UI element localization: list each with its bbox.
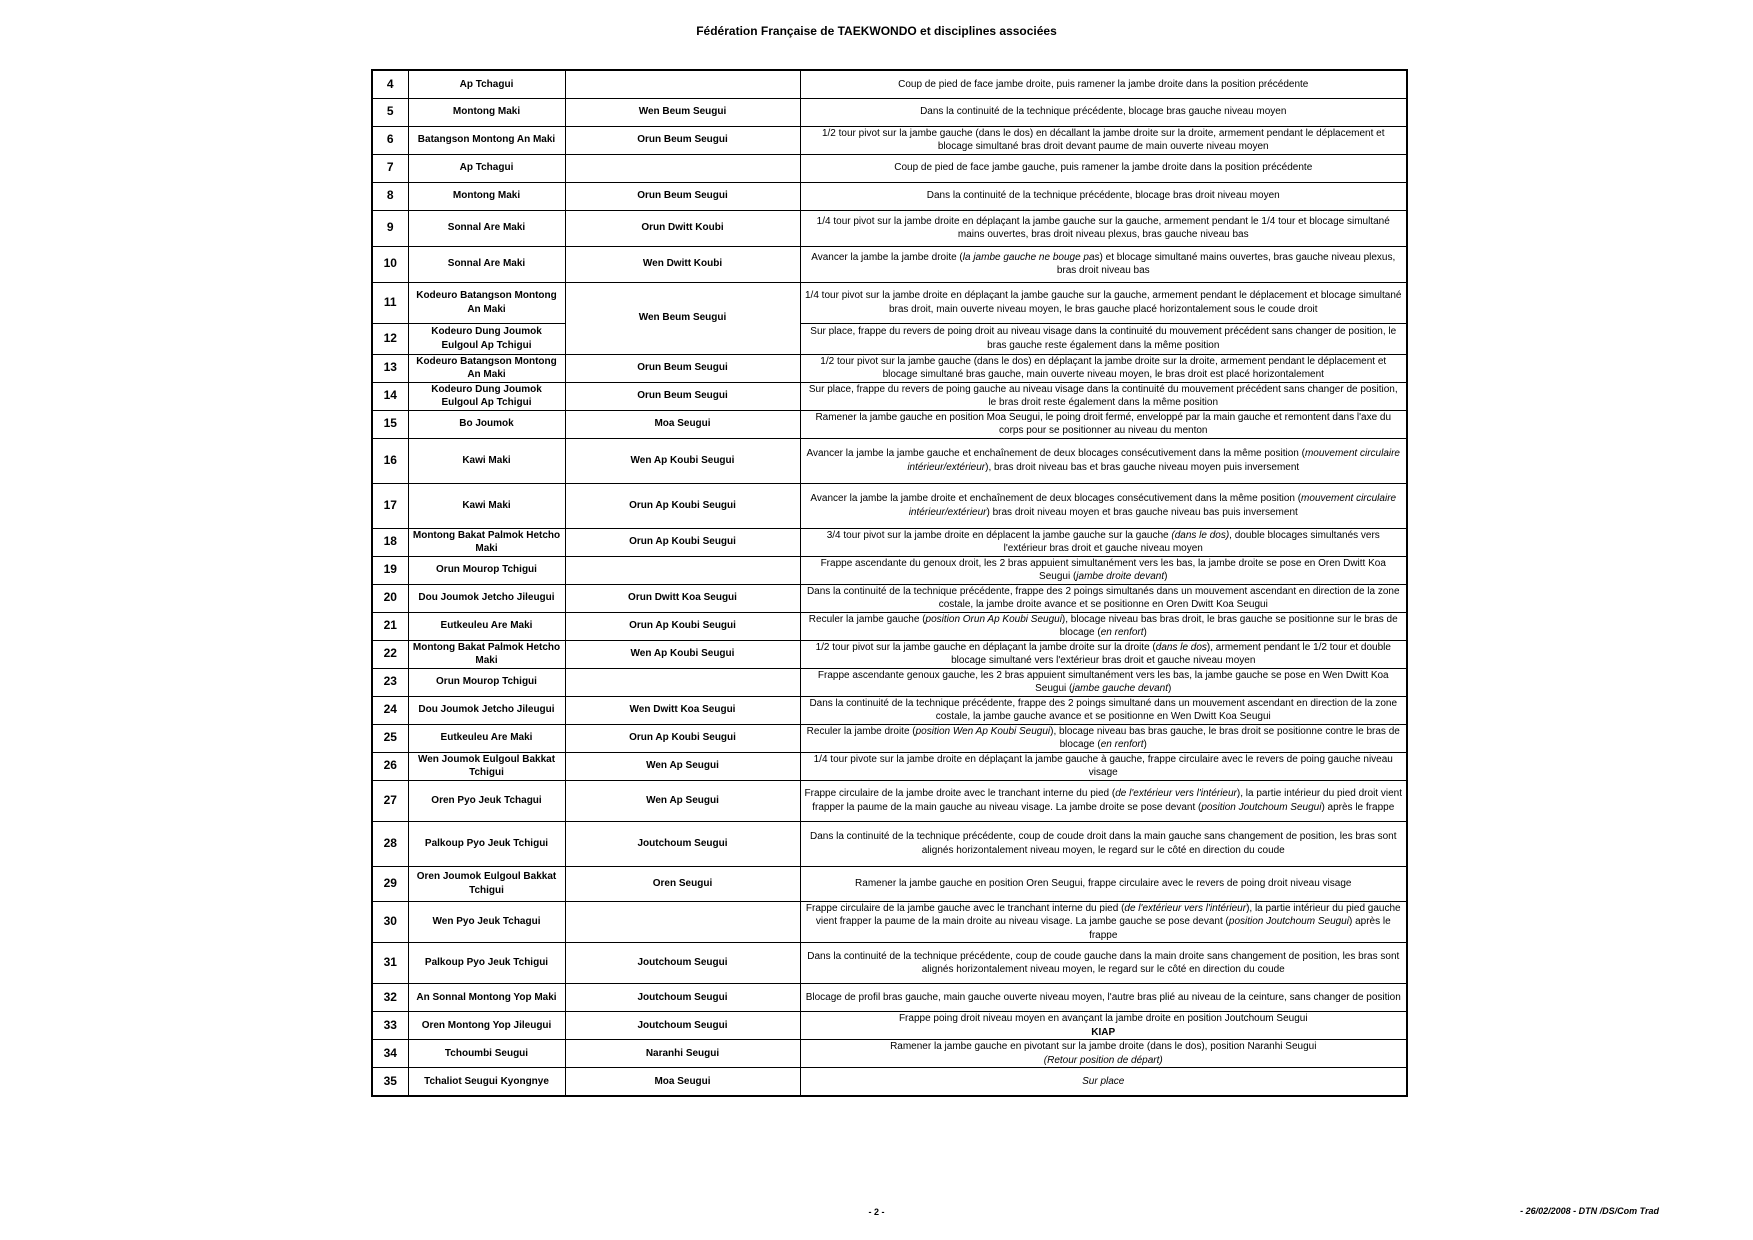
technique-description — [800, 438, 1407, 483]
table-row — [372, 154, 1407, 182]
technique-description — [800, 668, 1407, 696]
description-text: ), bras droit niveau bas et bras gauche niveau moyen puis inversement — [985, 461, 1300, 473]
stance-position: Orun Beum Seugui — [565, 354, 800, 382]
technique-description — [800, 1068, 1407, 1096]
table-row — [372, 1068, 1407, 1096]
technique-description — [800, 612, 1407, 640]
technique-name: Batangson Montong An Maki — [408, 126, 565, 154]
stance-position — [565, 154, 800, 182]
stance-position: Orun Beum Seugui — [565, 126, 800, 154]
description-text: ) bras droit niveau moyen et bras gauche niveau bas puis inversement — [986, 506, 1298, 518]
table-row — [372, 866, 1407, 901]
stance-position — [565, 556, 800, 584]
move-number: 26 — [372, 752, 408, 780]
move-number: 19 — [372, 556, 408, 584]
technique-name: Ap Tchagui — [408, 70, 565, 98]
move-number: 13 — [372, 354, 408, 382]
description-text: ) après le frappe — [1089, 916, 1391, 941]
description-text: Ramener la jambe gauche en position Moa Seugui, le poing droit fermé, enveloppé par la main gauche et remontent dans l'axe du corps pour se positionner au niveau du menton — [815, 411, 1392, 436]
description-text: 1/2 tour pivot sur la jambe gauche (dans le dos) en déplaçant la jambe droite sur la droite, armement pendant le déplacement et blocage simultané bras gauche, main ouverte niveau moyen, le bras droit est placé horizontalement — [820, 355, 1387, 380]
description-text: Sur place, frappe du revers de poing gauche au niveau visage dans la continuité du mouvement précédent sans changer de position, le bras droit reste également dans la même position — [808, 383, 1398, 408]
description-italic: mouvement circulaire intérieur/extérieur — [908, 493, 1397, 518]
description-italic: (dans le dos) — [1171, 529, 1230, 541]
description-text: Dans la continuité de la technique précédente, coup de coude gauche dans la main droite sans changement de position, les bras sont alignés horizontalement niveau moyen, le regard sur le côté en direction du coude — [807, 950, 1400, 975]
description-text: Coup de pied de face jambe gauche, puis ramener la jambe droite dans la position précédente — [894, 162, 1313, 174]
table-row — [372, 323, 1407, 354]
technique-name: Sonnal Are Maki — [408, 210, 565, 246]
move-number: 28 — [372, 821, 408, 866]
table-row — [372, 612, 1407, 640]
technique-name: Tchaliot Seugui Kyongnye — [408, 1068, 565, 1096]
move-number: 18 — [372, 528, 408, 556]
technique-description — [800, 210, 1407, 246]
technique-name: Kodeuro Batangson Montong An Maki — [408, 282, 565, 323]
description-text: ) après le frappe — [1321, 801, 1395, 813]
description-italic: mouvement circulaire intérieur/extérieur — [907, 448, 1400, 473]
page-title: Fédération Française de TAEKWONDO et disciplines associées — [696, 24, 1057, 38]
description-text: ) — [1143, 627, 1147, 638]
technique-description — [800, 528, 1407, 556]
description-text: Avancer la jambe la jambe droite et enchaînement de deux blocages consécutivement dans la même position ( — [810, 493, 1302, 504]
technique-description — [800, 98, 1407, 126]
move-number: 6 — [372, 126, 408, 154]
technique-name: Kawi Maki — [408, 438, 565, 483]
description-text: 1/2 tour pivot sur la jambe gauche en déplaçant la jambe droite sur la droite ( — [815, 641, 1156, 653]
table-row — [372, 821, 1407, 866]
technique-description — [800, 1040, 1407, 1068]
move-number: 35 — [372, 1068, 408, 1096]
technique-name: Dou Joumok Jetcho Jileugui — [408, 696, 565, 724]
table-row — [372, 182, 1407, 210]
technique-name: Oren Joumok Eulgoul Bakkat Tchigui — [408, 866, 565, 901]
stance-position: Moa Seugui — [565, 410, 800, 438]
move-number: 4 — [372, 70, 408, 98]
description-text: 1/4 tour pivote sur la jambe droite en déplaçant la jambe gauche à gauche, frappe circulaire avec le revers de poing gauche niveau visage — [813, 753, 1393, 778]
technique-name: Wen Pyo Jeuk Tchagui — [408, 901, 565, 943]
description-text: ), blocage niveau bas bras gauche, le bras droit se positionne contre le bras de blocage ( — [1050, 725, 1400, 750]
move-number: 33 — [372, 1012, 408, 1040]
technique-name: Ap Tchagui — [408, 154, 565, 182]
description-text: Blocage de profil bras gauche, main gauche ouverte niveau moyen, l'autre bras plié au niveau de la ceinture, sans changer de position — [805, 991, 1401, 1003]
technique-description — [800, 866, 1407, 901]
table-row — [372, 126, 1407, 154]
technique-name: Oren Montong Yop Jileugui — [408, 1012, 565, 1040]
technique-name: Dou Joumok Jetcho Jileugui — [408, 584, 565, 612]
stance-position: Joutchoum Seugui — [565, 821, 800, 866]
description-text: 1/2 tour pivot sur la jambe gauche (dans le dos) en décallant la jambe droite sur la droite, armement pendant le déplacement et blocage simultané bras droit devant paume de main ouverte niveau moyen — [821, 127, 1385, 152]
description-text: ) — [1168, 683, 1172, 694]
technique-description — [800, 943, 1407, 984]
table-row — [372, 70, 1407, 98]
stance-position: Wen Beum Seugui — [565, 98, 800, 126]
technique-description — [800, 354, 1407, 382]
stance-position: Wen Ap Koubi Seugui — [565, 438, 800, 483]
stance-position: Joutchoum Seugui — [565, 984, 800, 1012]
move-number: 5 — [372, 98, 408, 126]
description-italic: Sur place — [1082, 1075, 1125, 1087]
description-italic: jambe gauche devant — [1072, 683, 1169, 694]
description-italic: jambe droite devant — [1076, 571, 1165, 582]
stance-position: Orun Ap Koubi Seugui — [565, 483, 800, 528]
stance-position: Wen Dwitt Koubi — [565, 246, 800, 282]
description-text: , double blocages simultanés vers l'extérieur bras droit et gauche niveau moyen — [1003, 529, 1380, 554]
description-italic: dans le dos — [1155, 641, 1207, 653]
move-number: 21 — [372, 612, 408, 640]
technique-name: Orun Mourop Tchigui — [408, 556, 565, 584]
stance-position: Wen Ap Seugui — [565, 780, 800, 821]
description-italic: (Retour position de départ) — [1043, 1054, 1163, 1066]
move-number: 17 — [372, 483, 408, 528]
move-number: 34 — [372, 1040, 408, 1068]
table-row — [372, 354, 1407, 382]
stance-position: Wen Beum Seugui — [565, 282, 800, 354]
stance-position: Wen Ap Seugui — [565, 752, 800, 780]
technique-description — [800, 901, 1407, 943]
description-text: Avancer la jambe la jambe gauche et enchaînement de deux blocages consécutivement dans la même position ( — [806, 448, 1305, 459]
move-number: 11 — [372, 282, 408, 323]
technique-description — [800, 780, 1407, 821]
description-italic: position Joutchoum Seugui — [1228, 916, 1349, 927]
description-text: ), blocage niveau bas bras droit, le bras gauche se positionne sur le bras de blocage ( — [1059, 613, 1398, 638]
table-row — [372, 943, 1407, 984]
table-row — [372, 640, 1407, 668]
table-row — [372, 668, 1407, 696]
move-number: 9 — [372, 210, 408, 246]
description-text: Frappe circulaire de la jambe gauche avec le tranchant interne du pied ( — [805, 902, 1125, 914]
stance-position — [565, 70, 800, 98]
stance-position: Orun Ap Koubi Seugui — [565, 612, 800, 640]
description-italic: position Joutchoum Seugui — [1201, 801, 1322, 813]
move-number: 14 — [372, 382, 408, 410]
description-italic: de l'extérieur vers l'intérieur — [1124, 902, 1247, 914]
table-row — [372, 382, 1407, 410]
move-number: 8 — [372, 182, 408, 210]
description-italic: la jambe gauche ne bouge pas — [962, 251, 1100, 263]
technique-name: Eutkeuleu Are Maki — [408, 724, 565, 752]
technique-name: Montong Maki — [408, 182, 565, 210]
table-row — [372, 1012, 1407, 1040]
technique-name: Kodeuro Dung Joumok Eulgoul Ap Tchigui — [408, 323, 565, 354]
table-row — [372, 528, 1407, 556]
move-number: 32 — [372, 984, 408, 1012]
description-italic: position Wen Ap Koubi Seugui — [915, 725, 1051, 737]
description-text: Coup de pied de face jambe droite, puis ramener la jambe droite dans la position précédente — [898, 78, 1309, 90]
stance-position: Orun Dwitt Koubi — [565, 210, 800, 246]
page-number: - 2 - — [868, 1207, 885, 1217]
stance-position — [565, 668, 800, 696]
move-number: 20 — [372, 584, 408, 612]
technique-description — [800, 282, 1407, 323]
description-text: Frappe ascendante du genoux droit, les 2 bras appuient simultanément vers les bas, la jambe droite se pose en Oren Dwitt Koa Seugui ( — [820, 557, 1386, 582]
stance-position: Wen Ap Koubi Seugui — [565, 640, 800, 668]
move-number: 12 — [372, 323, 408, 354]
description-text: 3/4 tour pivot sur la jambe droite en déplacent la jambe gauche sur la gauche — [826, 529, 1172, 541]
stance-position: Orun Beum Seugui — [565, 182, 800, 210]
technique-name: Tchoumbi Seugui — [408, 1040, 565, 1068]
table-row — [372, 556, 1407, 584]
table-row — [372, 984, 1407, 1012]
description-text: Dans la continuité de la technique précédente, frappe des 2 poings simultanés dans un mouvement ascendant en direction de la zone costale, la jambe droite avance et se positionne en Oren Dwitt Koa Seugui — [806, 585, 1400, 610]
technique-description — [800, 382, 1407, 410]
description-text: ), la partie intérieur du pied droit vient frapper la paume de la main gauche au niveau visage. La jambe droite se pose devant ( — [812, 788, 1402, 813]
kiap-label: KIAP — [1091, 1026, 1116, 1038]
technique-name: Montong Bakat Palmok Hetcho Maki — [408, 528, 565, 556]
move-number: 15 — [372, 410, 408, 438]
move-number: 23 — [372, 668, 408, 696]
description-text: ), armement pendant le 1/2 tour et double blocage simultané vers l'extérieur bras droit et gauche niveau moyen — [951, 641, 1391, 666]
description-italic: position Orun Ap Koubi Seugui — [925, 613, 1062, 625]
description-text: Dans la continuité de la technique précédente, blocage bras droit niveau moyen — [926, 190, 1280, 202]
technique-name: Palkoup Pyo Jeuk Tchigui — [408, 821, 565, 866]
table-row — [372, 752, 1407, 780]
description-text: Reculer la jambe droite ( — [806, 725, 916, 737]
stance-position — [565, 901, 800, 943]
description-text: Ramener la jambe gauche en position Oren Seugui, frappe circulaire avec le revers de poing droit niveau visage — [855, 877, 1352, 889]
move-number: 31 — [372, 943, 408, 984]
description-italic: en renfort — [1100, 627, 1144, 638]
move-number: 29 — [372, 866, 408, 901]
stance-position: Orun Beum Seugui — [565, 382, 800, 410]
description-text: ) — [1164, 571, 1168, 582]
description-italic: en renfort — [1100, 739, 1144, 750]
technique-description — [800, 182, 1407, 210]
description-text: Avancer la jambe la jambe droite ( — [811, 251, 963, 263]
move-number: 22 — [372, 640, 408, 668]
technique-description — [800, 246, 1407, 282]
technique-description — [800, 410, 1407, 438]
table-row — [372, 696, 1407, 724]
technique-description — [800, 752, 1407, 780]
technique-name: Kodeuro Batangson Montong An Maki — [408, 354, 565, 382]
stance-position: Joutchoum Seugui — [565, 943, 800, 984]
technique-name: Sonnal Are Maki — [408, 246, 565, 282]
stance-position: Orun Dwitt Koa Seugui — [565, 584, 800, 612]
table-row — [372, 724, 1407, 752]
table-row — [372, 1040, 1407, 1068]
technique-name: Wen Joumok Eulgoul Bakkat Tchigui — [408, 752, 565, 780]
footer-date-ref: - 26/02/2008 - DTN /DS/Com Trad — [1520, 1206, 1659, 1216]
table-row — [372, 410, 1407, 438]
technique-name: Oren Pyo Jeuk Tchagui — [408, 780, 565, 821]
technique-description — [800, 323, 1407, 354]
description-text: Dans la continuité de la technique précédente, blocage bras gauche niveau moyen — [920, 106, 1287, 118]
table-row — [372, 901, 1407, 943]
technique-description — [800, 126, 1407, 154]
table-row — [372, 780, 1407, 821]
description-text: Frappe ascendante genoux gauche, les 2 bras appuient simultanément vers les bas, la jambe gauche se pose en Wen Dwitt Koa Seugui ( — [817, 669, 1389, 694]
table-row — [372, 282, 1407, 323]
technique-description — [800, 821, 1407, 866]
table-row — [372, 483, 1407, 528]
technique-description — [800, 984, 1407, 1012]
description-text: Sur place, frappe du revers de poing droit au niveau visage dans la continuité du mouvement précédent sans changer de position, le bras gauche reste également dans la même position — [810, 326, 1397, 351]
table-row — [372, 98, 1407, 126]
kata-table — [371, 69, 1408, 1097]
technique-description — [800, 483, 1407, 528]
technique-description — [800, 584, 1407, 612]
move-number: 10 — [372, 246, 408, 282]
description-text: Dans la continuité de la technique précédente, frappe des 2 poings simultané dans un mouvement ascendant en direction de la zone costale, la jambe gauche avance et se positionne en Wen Dwitt Koa Seugui — [809, 697, 1398, 722]
description-text: Frappe circulaire de la jambe droite avec le tranchant interne du pied ( — [804, 788, 1116, 799]
table-row — [372, 210, 1407, 246]
technique-description — [800, 1012, 1407, 1040]
technique-description — [800, 696, 1407, 724]
description-text: 1/4 tour pivot sur la jambe droite en déplaçant la jambe gauche sur la gauche, armement pendant le déplacement et blocage simultané bras droit, main ouverte niveau moyen, le bras gauche placé horizontalement sous le coude droit — [805, 290, 1402, 315]
stance-position: Joutchoum Seugui — [565, 1012, 800, 1040]
technique-name: Orun Mourop Tchigui — [408, 668, 565, 696]
stance-position: Orun Ap Koubi Seugui — [565, 724, 800, 752]
description-text: Dans la continuité de la technique précédente, coup de coude droit dans la main gauche sans changement de position, les bras sont alignés horizontalement niveau moyen, le regard sur le côté en direction du coude — [810, 831, 1397, 856]
technique-description — [800, 640, 1407, 668]
technique-description — [800, 154, 1407, 182]
stance-position: Wen Dwitt Koa Seugui — [565, 696, 800, 724]
move-number: 25 — [372, 724, 408, 752]
technique-name: An Sonnal Montong Yop Maki — [408, 984, 565, 1012]
technique-name: Kawi Maki — [408, 483, 565, 528]
stance-position: Orun Ap Koubi Seugui — [565, 528, 800, 556]
technique-name: Eutkeuleu Are Maki — [408, 612, 565, 640]
move-number: 30 — [372, 901, 408, 943]
technique-name: Kodeuro Dung Joumok Eulgoul Ap Tchigui — [408, 382, 565, 410]
description-text: ) et blocage simultané mains ouvertes, bras gauche niveau plexus, bras droit niveau bas — [1056, 251, 1396, 276]
table-row — [372, 438, 1407, 483]
technique-description — [800, 70, 1407, 98]
description-text: Reculer la jambe gauche ( — [808, 613, 926, 625]
technique-name: Montong Maki — [408, 98, 565, 126]
move-number: 7 — [372, 154, 408, 182]
description-text: Frappe poing droit niveau moyen en avançant la jambe droite en position Joutchoum Seugui — [898, 1013, 1308, 1024]
table-row — [372, 584, 1407, 612]
description-text: ) — [1143, 739, 1147, 750]
stance-position: Oren Seugui — [565, 866, 800, 901]
description-text: 1/4 tour pivot sur la jambe droite en déplaçant la jambe gauche sur la gauche, armement pendant le 1/4 tour et blocage simultané mains ouvertes, bras droit niveau plexus, bras gauche niveau bas — [816, 215, 1390, 240]
technique-description — [800, 556, 1407, 584]
move-number: 27 — [372, 780, 408, 821]
move-number: 24 — [372, 696, 408, 724]
stance-position: Moa Seugui — [565, 1068, 800, 1096]
move-number: 16 — [372, 438, 408, 483]
technique-description — [800, 724, 1407, 752]
technique-name: Palkoup Pyo Jeuk Tchigui — [408, 943, 565, 984]
table-row — [372, 246, 1407, 282]
technique-name: Montong Bakat Palmok Hetcho Maki — [408, 640, 565, 668]
technique-name: Bo Joumok — [408, 410, 565, 438]
stance-position: Naranhi Seugui — [565, 1040, 800, 1068]
description-text: Ramener la jambe gauche en pivotant sur la jambe droite (dans le dos), position Naranhi Seugui — [890, 1041, 1317, 1052]
description-italic: de l'extérieur vers l'intérieur — [1115, 788, 1237, 799]
description-text: ), la partie intérieur du pied gauche vient frapper la paume de la main droite au niveau visage. La jambe gauche se pose devant ( — [815, 902, 1401, 927]
